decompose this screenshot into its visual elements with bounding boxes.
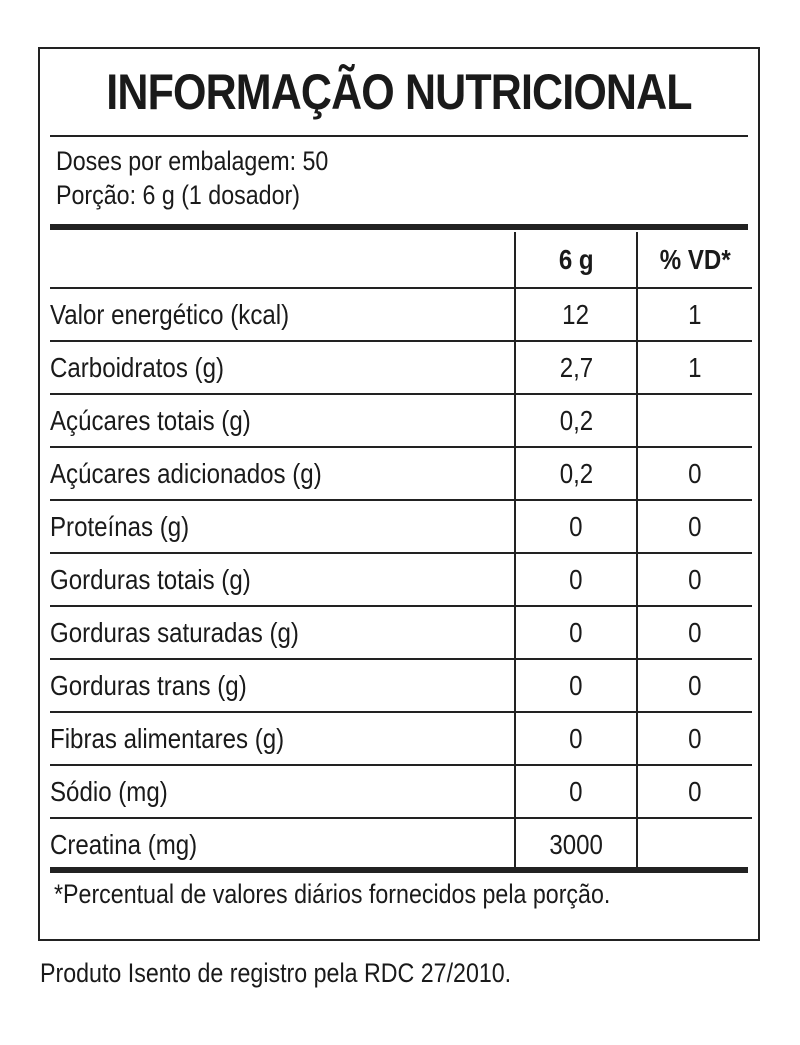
nutrient-amount: 0,2 <box>515 394 636 447</box>
nutrient-daily-value: 1 <box>637 341 752 394</box>
nutrient-daily-value <box>637 394 752 447</box>
nutrient-daily-value: 0 <box>637 606 752 659</box>
header-daily-value: % VD* <box>637 232 752 288</box>
doses-per-package: Doses por embalagem: 50 <box>56 146 329 176</box>
nutrient-label: Açúcares totais (g) <box>50 394 515 447</box>
table-row <box>50 659 752 712</box>
table-row <box>50 394 752 447</box>
table-row <box>50 553 752 606</box>
nutrition-table <box>50 232 752 870</box>
nutrient-label: Carboidratos (g) <box>50 341 515 394</box>
nutrient-amount: 0 <box>515 553 636 606</box>
nutrient-label: Creatina (mg) <box>50 828 198 860</box>
serving-divider <box>50 224 748 230</box>
serving-info <box>56 144 328 212</box>
nutrient-daily-value: 0 <box>637 659 752 712</box>
nutrient-label: Proteínas (g) <box>50 500 515 553</box>
table-row <box>50 447 752 500</box>
nutrient-daily-value <box>637 818 752 870</box>
nutrient-label: Sódio (mg) <box>50 765 515 818</box>
nutrient-daily-value: 1 <box>637 288 752 341</box>
table-header-row <box>50 232 752 288</box>
table-row <box>50 712 752 765</box>
nutrient-amount: 0 <box>515 606 636 659</box>
nutrition-facts-label <box>38 47 760 941</box>
nutrient-label: Gorduras saturadas (g) <box>50 606 515 659</box>
nutrient-label: Fibras alimentares (g) <box>50 712 515 765</box>
table-row <box>50 818 752 870</box>
table-row <box>50 288 752 341</box>
nutrient-daily-value: 0 <box>637 500 752 553</box>
nutrient-daily-value: 0 <box>637 447 752 500</box>
table-row <box>50 500 752 553</box>
nutrient-amount: 0,2 <box>515 447 636 500</box>
nutrient-amount: 12 <box>515 288 636 341</box>
nutrient-daily-value: 0 <box>637 553 752 606</box>
portion-size: Porção: 6 g (1 dosador) <box>56 180 300 210</box>
table-row <box>50 765 752 818</box>
nutrient-amount: 3000 <box>515 818 636 870</box>
nutrient-label: Gorduras trans (g) <box>50 659 515 712</box>
table-row <box>50 606 752 659</box>
nutrient-daily-value: 0 <box>637 765 752 818</box>
header-amount: 6 g <box>515 232 636 288</box>
nutrient-amount: 0 <box>515 712 636 765</box>
registry-note: Produto Isento de registro pela RDC 27/2010. <box>40 958 512 988</box>
label-title: INFORMAÇÃO NUTRICIONAL <box>106 64 692 120</box>
daily-value-footnote: *Percentual de valores diários fornecidos pela porção. <box>54 879 611 909</box>
title-divider <box>50 135 748 137</box>
nutrient-label: Valor energético (kcal) <box>50 288 515 341</box>
footer-divider <box>50 867 748 873</box>
nutrient-label: Açúcares adicionados (g) <box>50 447 515 500</box>
table-row <box>50 341 752 394</box>
nutrient-amount: 0 <box>515 765 636 818</box>
nutrient-daily-value: 0 <box>637 712 752 765</box>
nutrient-label: Gorduras totais (g) <box>50 553 515 606</box>
nutrient-amount: 0 <box>515 659 636 712</box>
nutrient-amount: 0 <box>515 500 636 553</box>
header-nutrient <box>50 232 515 288</box>
nutrient-amount: 2,7 <box>515 341 636 394</box>
